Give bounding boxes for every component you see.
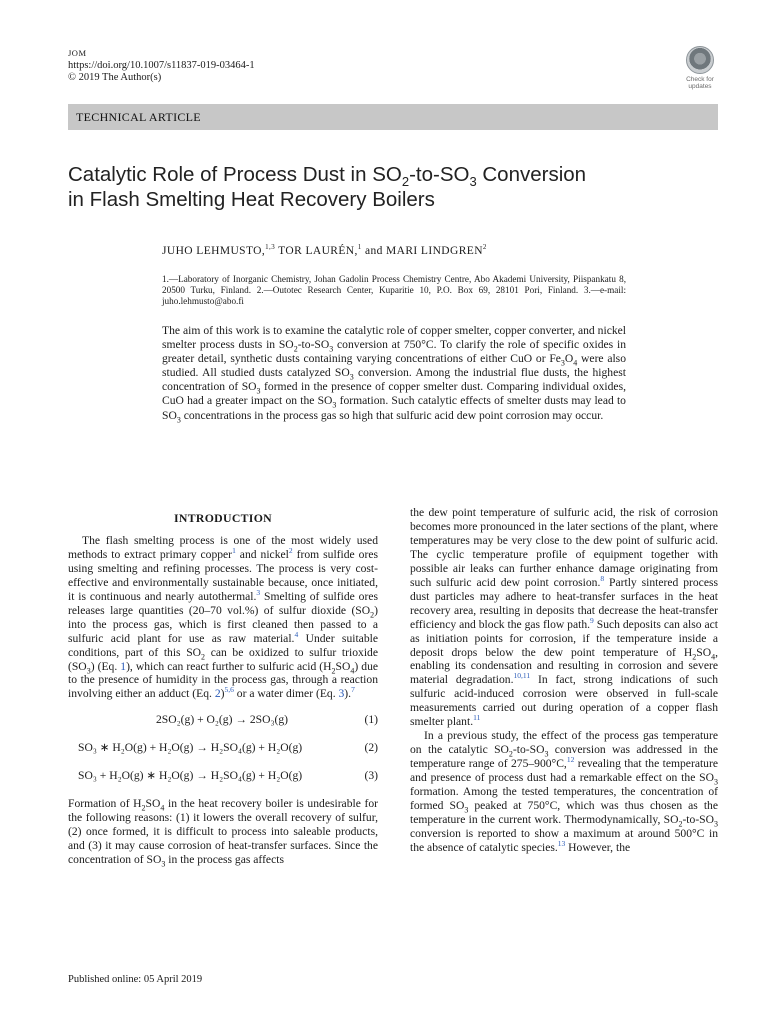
copyright: © 2019 The Author(s) xyxy=(68,72,162,83)
check-updates-icon xyxy=(686,46,714,74)
citation-link[interactable]: 9 xyxy=(590,615,594,625)
intro-paragraph-1: The flash smelting process is one of the most widely used methods to extract primary copper$^1$ and nickel$^2$ from sulfide ores using smelting and refining processes. The process is very cost-effective and environmentally sustainable because, once initiated, it is continuous and nearly autothermal.$^3$ Smelting of sulfide ores releases large quantities (20–70 vol.%) of sulfur dioxide $(SO_2)$ into the process gas, which is first cleaned then passed to a sulfuric acid plant for use as raw material.$^4$ Under suitable conditions, part of this $SO_2$ can be oxidized to sulfur trioxide $(SO_3)$ (Eq. 1), which can react further to sulfuric acid $(H_2SO_4)$ due to the presence of humidity in the process gas, through a reaction involving either an adduct (Eq. 2)$^{5,6}$ or a water dimer (Eq. 3).$^7$ xyxy=(68,533,379,701)
citation-link[interactable]: 2 xyxy=(288,546,293,556)
publication-date: Published online: 05 April 2019 xyxy=(68,974,203,985)
check-for-updates-badge[interactable] xyxy=(678,46,722,90)
badge-label: Check for updates xyxy=(686,76,714,90)
equation-link[interactable]: 1 xyxy=(120,659,127,673)
article-metadata xyxy=(68,47,255,85)
citation-link[interactable]: 11 xyxy=(473,713,481,723)
citation-link[interactable]: 10,11 xyxy=(513,671,531,681)
intro-paragraph-2: Formation of $H_2SO_4$ in the heat recovery boiler is undesirable for the following reasons: (1) it lowers the overall recovery of sulfur, (2) once formed, it is difficult to process into saleable products, and (3) it may cause corrosion of heat-transfer surfaces. Since the concentration of $SO_3$ in the process gas affects xyxy=(68,797,378,869)
section-label: TECHNICAL ARTICLE xyxy=(76,110,201,124)
author-list: JUHO LEHMUSTO,$^{1,3}$ TOR LAURÉN,$^1$ and MARI LINDGREN$^2$ xyxy=(162,243,487,257)
citation-link[interactable]: 12 xyxy=(566,755,575,765)
journal-name: JOM xyxy=(68,48,87,58)
equation-link[interactable]: 3 xyxy=(338,687,345,701)
citation-link[interactable]: 7 xyxy=(351,685,355,695)
equation-3: SO₃ + H₂O(g) ∗ H₂O(g) → H₂SO₄(g) + H₂O(g) (3) xyxy=(78,769,378,783)
citation-link[interactable]: 3 xyxy=(256,587,261,597)
right-paragraph-2: In a previous study, the effect of the process gas temperature on the catalytic $SO_2-to-SO_3$ conversion was addressed in the temperature range of 275–900°C,$^{12}$ revealing that the temperature and presence of process dust had a remarkable effect on the $SO_3$ formation. Among the tested temperatures, the concentration of formed $SO_3$ peaked at 750°C, which was thus chosen as the temperature in the current work. Thermodynamically, $SO_2-to-SO_3$ conversion is reported to show a maximum at around 500°C in the absence of catalytic species.$^{13}$ However, the xyxy=(410,729,718,854)
citation-link[interactable]: 5,6 xyxy=(224,685,234,695)
section-bar xyxy=(68,104,718,130)
left-column xyxy=(68,512,378,867)
right-paragraph-1: the dew point temperature of sulfuric acid, the risk of corrosion becomes more pronounced in the later sections of the plant, where temperatures may be very close to the dew point of sulfuric acid. The cyclic temperature profile of equipment together with possible air leaks can further enhance damage originating from such sulfuric acid dew point corrosion.$^8$ Partly sintered process dust particles may adhere to heat-transfer surfaces in the heat recovery area, resulting in deposits that decrease the heat-transfer efficiency and block the gas flow path.$^9$ Such deposits can also act as initiation points for corrosion, if the temperature inside a deposit drops below the dew point temperature of $H_2SO_4$, enabling its condensation and resulting in corrosion and severe material degradation.$^{10,11}$ In fact, strong indications of such sulfuric acid-induced corrosion were observed in full-scale measurements carried out during operation of a copper flash smelter plant.$^{11}$ xyxy=(410,506,718,729)
citation-link[interactable]: 1 xyxy=(232,546,236,556)
citation-link[interactable]: 8 xyxy=(600,573,605,583)
introduction-heading: INTRODUCTION xyxy=(174,511,272,525)
equation-link[interactable]: 2 xyxy=(214,687,221,701)
doi-link[interactable]: https://doi.org/10.1007/s11837-019-03464-1 xyxy=(68,59,255,71)
abstract: The aim of this work is to examine the catalytic role of copper smelter, copper converter, and nickel smelter process dusts in $SO_2-to-SO_3$ conversion at 750°C. To clarify the role of specific oxides in greater detail, synthetic dusts containing varying concentrations of either CuO or $Fe_3O_4$ were also studied. All studied dusts catalyzed $SO_3$ conversion. Among the industrial flue dusts, the highest concentration of $SO_3$ formed in the presence of copper smelter dust. Comparing individual oxides, CuO had a greater impact on the $SO_3$ formation. Such catalytic effects of smelter dusts may lead to $SO_3$ concentrations in the process gas so high that sulfuric acid dew point corrosion may occur. xyxy=(162,324,626,424)
affiliations: 1.—Laboratory of Inorganic Chemistry, Johan Gadolin Process Chemistry Centre, Abo Akademi University, Piispankatu 8, 20500 Turku, Finland. 2.—Outotec Research Center, Kuparitie 10, P.O. Box 69, 28101 Pori, Finland. 3.—e-mail: juho.lehmusto@abo.fi xyxy=(162,274,626,306)
citation-link[interactable]: 4 xyxy=(294,629,299,639)
citation-link[interactable]: 13 xyxy=(557,839,566,849)
right-column xyxy=(410,506,718,855)
equation-2: SO₃ ∗ H₂O(g) + H₂O(g) → H₂SO₄(g) + H₂O(g) (2) xyxy=(78,741,378,755)
equation-1: 2SO₂(g) + O₂(g) → 2SO₃(g) (1) xyxy=(156,713,378,727)
article-title: Catalytic Role of Process Dust in $SO_2-to-SO_3$ Conversion in Flash Smelting Heat Recovery Boilers xyxy=(68,163,587,211)
